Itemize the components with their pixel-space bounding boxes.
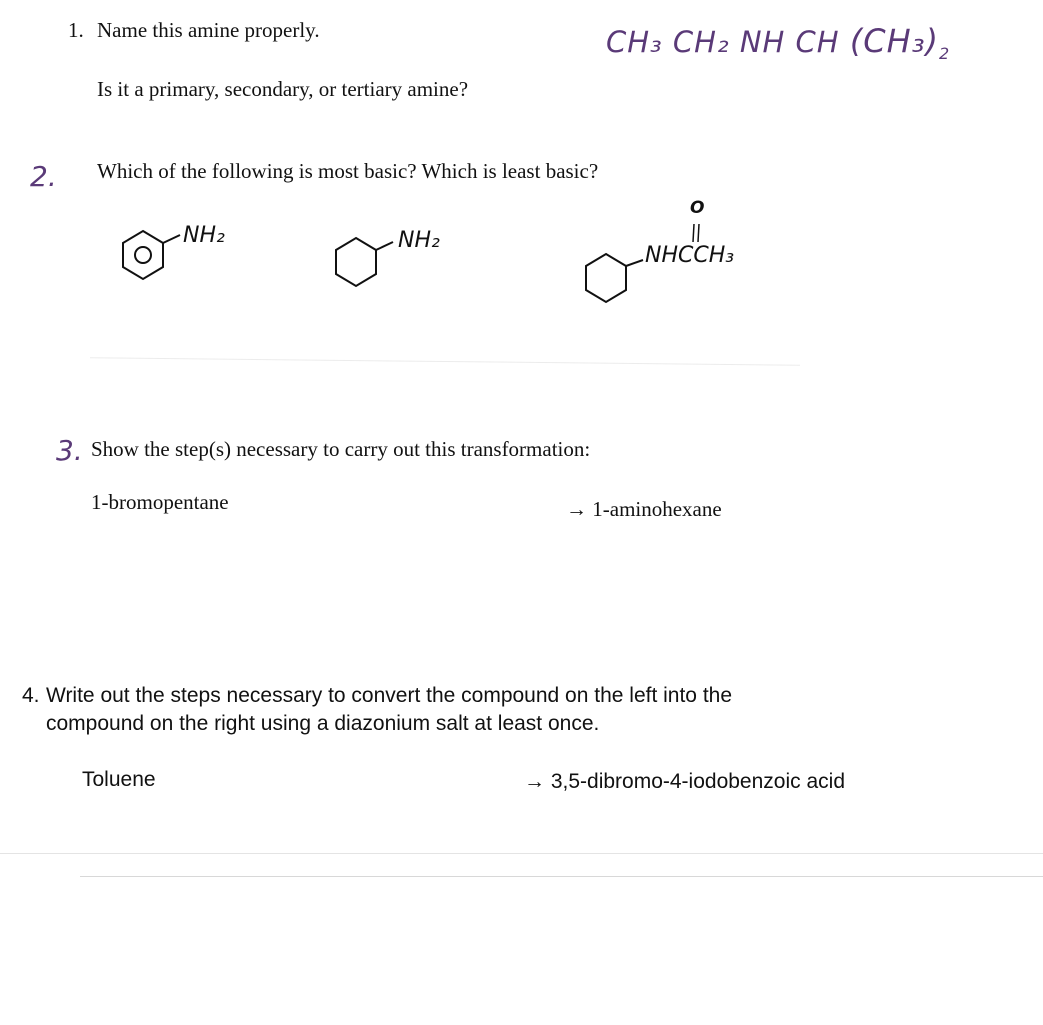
q2-prompt: Which of the following is most basic? Which is least basic? (97, 159, 599, 183)
q3-number: 3. (56, 434, 83, 467)
c-n-bond (626, 260, 643, 266)
q4-prompt-line1: Write out the steps necessary to convert the compound on the left into the (46, 684, 733, 707)
c-n-bond (163, 235, 180, 243)
aromatic-circle (135, 247, 151, 263)
formula-ch3: CH₃ (606, 25, 663, 59)
q1-prompt: Name this amine properly. (97, 18, 320, 42)
formula-group: (CH₃) (849, 22, 940, 60)
faint-scan-line (0, 853, 1043, 854)
q3-start-compound: 1-bromopentane (91, 490, 229, 514)
cyclohexane-ring (336, 238, 376, 286)
formula-ch2: CH₂ (672, 25, 730, 59)
q4-number: 4. (22, 684, 40, 707)
formula-ch: CH (795, 25, 840, 59)
q3-product-compound: → 1-aminohexane (566, 497, 722, 521)
faint-scan-line (90, 357, 800, 365)
benzene-ring (123, 231, 163, 279)
carbonyl-oxygen-label: O (690, 198, 705, 218)
faint-scan-line (80, 876, 1043, 877)
amide-substituent-label: NHCCH₃ (645, 243, 735, 268)
q4-product-compound: → 3,5-dibromo-4-iodobenzoic acid (524, 770, 845, 793)
q1-number: 1. (68, 18, 84, 42)
q1-handwritten-formula (606, 22, 950, 63)
aniline-nh2-label: NH₂ (183, 223, 225, 248)
cyclohexylamine-nh2-label: NH₂ (398, 228, 440, 253)
q2-number: 2. (30, 160, 57, 193)
formula-nh: NH (739, 25, 786, 59)
q4-prompt-line2: compound on the right using a diazonium salt at least once. (46, 712, 600, 735)
cyclohexane-ring (586, 254, 626, 302)
q1-followup: Is it a primary, secondary, or tertiary amine? (97, 77, 469, 101)
q3-prompt: Show the step(s) necessary to carry out this transformation: (91, 437, 591, 461)
formula-subscript: 2 (939, 43, 951, 63)
c-n-bond (376, 242, 393, 250)
q4-start-compound: Toluene (82, 768, 156, 791)
